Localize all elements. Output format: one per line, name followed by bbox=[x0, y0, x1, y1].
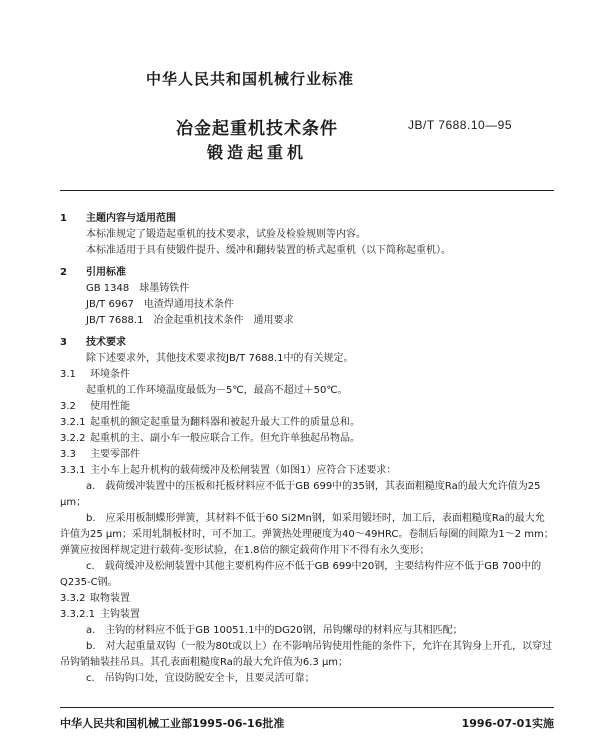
section-title: 主题内容与适用范围 bbox=[86, 213, 176, 224]
clause-3-3-2 bbox=[60, 591, 554, 607]
document-body bbox=[60, 205, 554, 687]
clause-number: 3.3.2 bbox=[60, 593, 86, 604]
document-subtitle: 锻造起重机 bbox=[206, 143, 307, 162]
subsection-3-2 bbox=[60, 399, 554, 415]
section-3-heading bbox=[60, 335, 554, 351]
clause-3-2-1 bbox=[60, 415, 554, 431]
paragraph: 起重机的工作环境温度最低为－5℃，最高不超过＋50℃。 bbox=[86, 385, 348, 396]
subsection-title: 使用性能 bbox=[90, 401, 130, 412]
list-text: 对大起重量双钩（一般为80t或以上）在不影响吊钩使用性能的条件下，允许在其钩身上开孔，以穿过吊钩销轴装挂吊具。其孔表面粗糙度Ra的最大允许值为6.3 μm； bbox=[60, 641, 553, 668]
subsection-title: 环境条件 bbox=[90, 369, 130, 380]
hook-item-c bbox=[60, 671, 554, 687]
clause-text: 起重机的额定起重量为翻料器和被起升最大工件的质量总和。 bbox=[90, 417, 360, 428]
hook-item-a bbox=[60, 623, 554, 639]
list-label: c. bbox=[86, 673, 95, 684]
list-label: b. bbox=[86, 513, 96, 524]
standard-organization: 中华人民共和国机械行业标准 bbox=[145, 70, 354, 88]
approval-note: 中华人民共和国机械工业部1995-06-16批准 bbox=[60, 717, 285, 730]
clause-3-3-1 bbox=[60, 463, 554, 479]
list-label: a. bbox=[86, 481, 96, 492]
list-text: 载荷缓冲装置中的压板和托板材料应不低于GB 699中的35钢，其表面粗糙度Ra的最大允许值为25 μm； bbox=[60, 481, 541, 508]
clause-number: 3.2.1 bbox=[60, 417, 86, 428]
clause-text: 起重机的主、副小车一般应联合工作。但允许单独起吊物品。 bbox=[90, 433, 360, 444]
list-item-b bbox=[60, 511, 554, 543]
list-text: 主钩的材料应不低于GB 10051.1中的DG20钢，吊钩螺母的材料应与其相匹配； bbox=[105, 625, 463, 636]
subsection-number: 3.3 bbox=[60, 449, 76, 460]
list-label: a. bbox=[86, 625, 96, 636]
clause-text: 主小车上起升机构的载荷缓冲及松闸装置（如图1）应符合下述要求： bbox=[90, 465, 397, 476]
subsection-3-1 bbox=[60, 367, 554, 383]
list-text: 吊钩钩口处，宜设防脱安全卡，且要灵活可靠； bbox=[104, 673, 315, 684]
list-text: 载荷缓冲及松闸装置中其他主要机构件应不低于GB 699中20钢，主要结构件应不低于GB 700中的Q235-C钢。 bbox=[60, 561, 542, 588]
paragraph: 除下述要求外，其他技术要求按JB/T 7688.1中的有关规定。 bbox=[86, 353, 354, 364]
list-label: b. bbox=[86, 641, 96, 652]
subsection-number: 3.1 bbox=[60, 369, 76, 380]
section-title: 引用标准 bbox=[86, 267, 126, 278]
clause-number: 3.2.2 bbox=[60, 433, 86, 444]
section-title: 技术要求 bbox=[86, 337, 126, 348]
reference-item: GB 1348 球墨铸铁件 bbox=[86, 283, 190, 294]
subsection-title: 主要零部件 bbox=[90, 449, 140, 460]
paragraph: 本标准适用于具有使锻件提升、缓冲和翻转装置的桥式起重机（以下简称起重机）。 bbox=[86, 245, 451, 256]
clause-number: 3.3.2.1 bbox=[60, 609, 95, 620]
standard-code: JB/T 7688.10—95 bbox=[408, 118, 513, 132]
section-2-heading bbox=[60, 265, 554, 281]
reference-item: JB/T 7688.1 冶金起重机技术条件 通用要求 bbox=[86, 315, 294, 326]
list-text: 应采用板制蝶形弹簧，其材料不低于60 Si2Mn钢，如采用锻坯时，加工后，表面粗糙度Ra的最大允许值为25 μm；采用轧制板材时，可不加工。弹簧热处理硬度为40～49HRC。卷制后每圈的间隙为1～2 mm； bbox=[60, 513, 554, 540]
list-item-a bbox=[60, 479, 554, 511]
header-divider bbox=[60, 190, 554, 191]
hook-item-b bbox=[60, 639, 554, 671]
clause-3-2-2 bbox=[60, 431, 554, 447]
clause-3-3-2-1 bbox=[60, 607, 554, 623]
section-number: 3 bbox=[60, 337, 67, 348]
clause-title: 取物装置 bbox=[90, 593, 130, 604]
paragraph-spring-note: 弹簧应按图样规定进行载荷-变形试验，在1.8倍的额定载荷作用下不得有永久变形； bbox=[60, 545, 430, 556]
paragraph: 本标准规定了锻造起重机的技术要求，试验及检验规则等内容。 bbox=[86, 229, 366, 240]
clause-number: 3.3.1 bbox=[60, 465, 86, 476]
reference-item: JB/T 6967 电渣焊通用技术条件 bbox=[86, 299, 234, 310]
section-1-heading bbox=[60, 211, 554, 227]
section-number: 2 bbox=[60, 267, 67, 278]
footer-divider bbox=[60, 707, 554, 708]
subsection-number: 3.2 bbox=[60, 401, 76, 412]
list-item-c bbox=[60, 559, 554, 591]
document-footer bbox=[60, 715, 554, 731]
list-label: c. bbox=[86, 561, 95, 572]
clause-title: 主钩装置 bbox=[100, 609, 140, 620]
document-title: 冶金起重机技术条件 bbox=[176, 119, 338, 139]
effective-date: 1996-07-01实施 bbox=[461, 717, 554, 730]
section-number: 1 bbox=[60, 213, 67, 224]
subsection-3-3 bbox=[60, 447, 554, 463]
